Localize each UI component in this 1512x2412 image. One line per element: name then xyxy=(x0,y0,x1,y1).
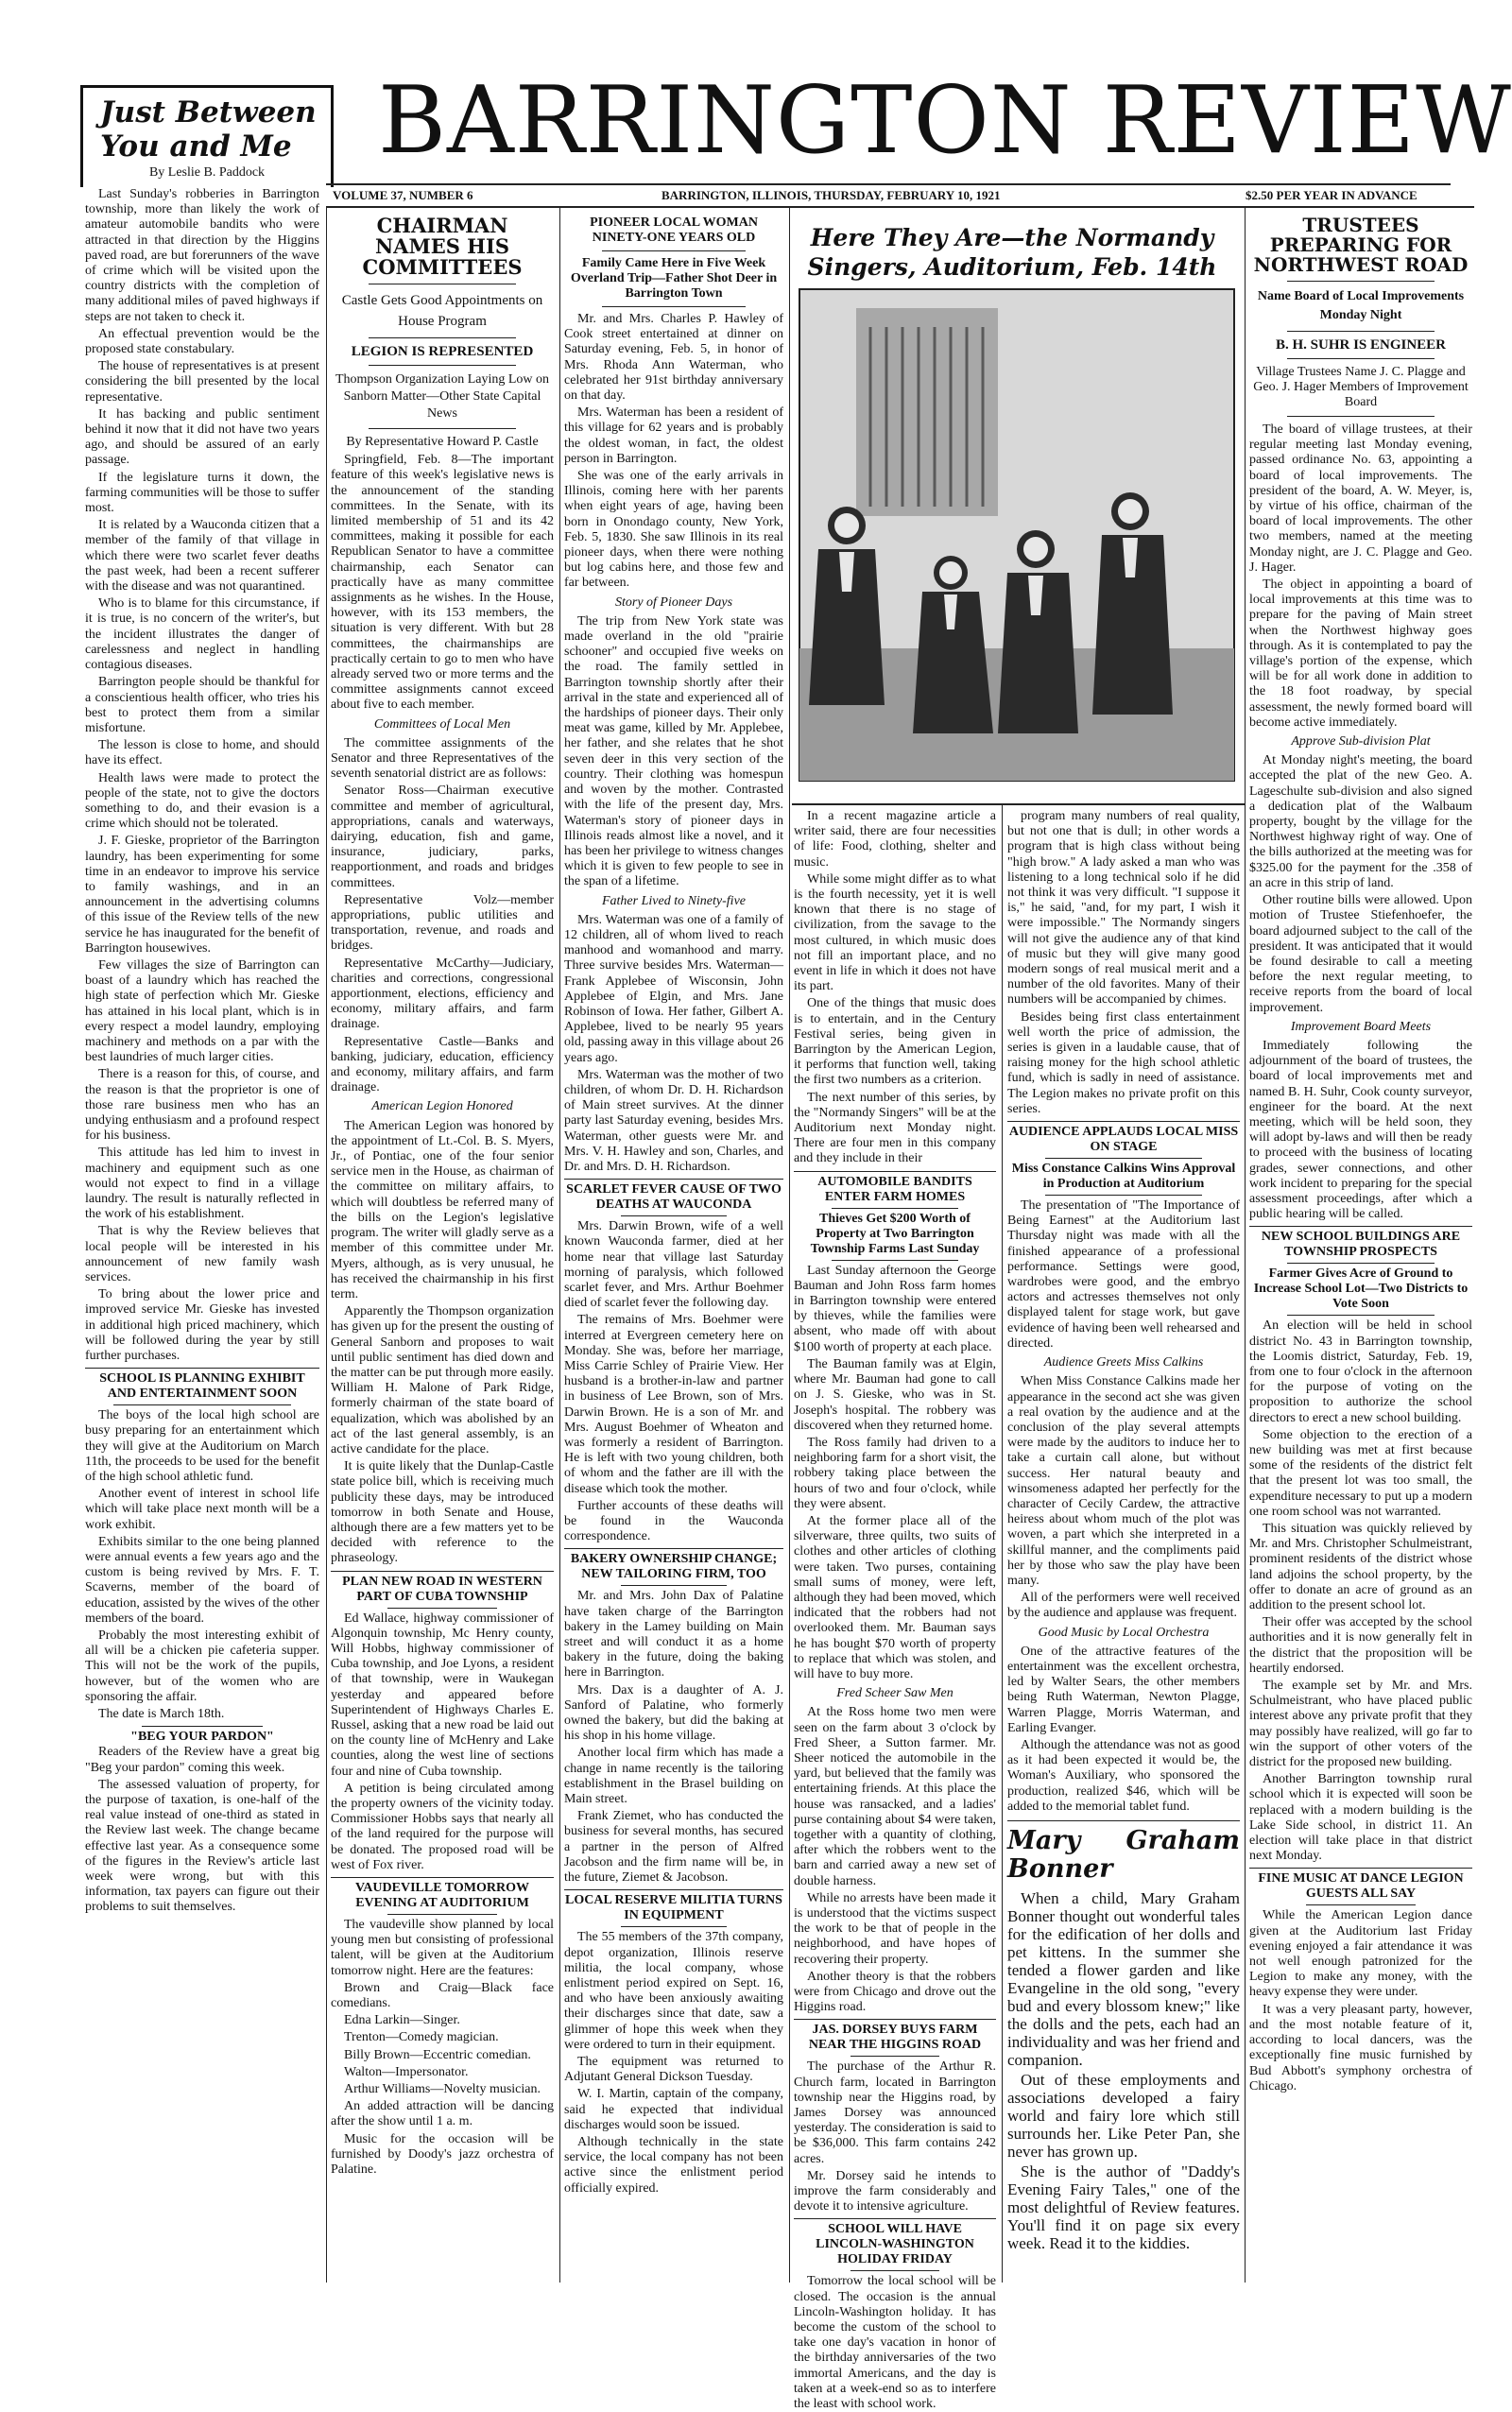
subhead-calkins: Miss Constance Calkins Wins Approval in Production at Auditorium xyxy=(1011,1162,1236,1192)
article-paragraph: Mr. and Mrs. Charles P. Hawley of Cook street entertained at dinner on Saturday evening, Feb. 5, in honor of Mrs. Rhoda Ann Waterman, who celebrated her 91st birthday anniversary on that day. xyxy=(564,312,783,404)
dateline: BARRINGTON, ILLINOIS, THURSDAY, FEBRUARY 10, 1921 xyxy=(662,188,1001,202)
byline-castle: By Representative Howard P. Castle xyxy=(346,435,539,450)
section-subhead: Good Music by Local Orchestra xyxy=(1038,1625,1210,1640)
article-paragraph: The example set by Mr. and Mrs. Schulmeistrant, who have placed public interest above any private profit that they may possibly have realized, will go far to win the support of other voters of the district for the proposed new building. xyxy=(1249,1679,1472,1770)
article-paragraph: If the legislature turns it down, the farming communities will be those to suffer most. xyxy=(85,470,319,516)
article-paragraph: Although the attendance was not as good as it had been expected it would be, the Woman's Auxiliary, who sponsored the production, realized $46, which will be added to the memorial tablet fund. xyxy=(1007,1737,1240,1814)
article-paragraph: It has backing and public sentiment behind it now that it did not have two years ago, and should be assured of an early passage. xyxy=(85,406,319,468)
section-subhead: Approve Sub-division Plat xyxy=(1291,734,1431,749)
article-paragraph: Representative Castle—Banks and banking, judiciary, education, efficiency and economy, military affairs, and farm drainage. xyxy=(331,1034,554,1095)
article-paragraph: She is the author of "Daddy's Evening Fairy Tales," one of the most delightful of Review features. You'll find it on page six every week. Read it to the kiddies. xyxy=(1007,2162,1240,2252)
section-subhead: Committees of Local Men xyxy=(373,716,511,732)
column-title: Just Between You and Me xyxy=(100,95,317,164)
headline-mary-graham-bonner: Mary Graham Bonner xyxy=(1007,1825,1240,1884)
headline-dance: FINE MUSIC AT DANCE LEGION GUESTS ALL SAY xyxy=(1258,1871,1464,1902)
article-paragraph: The boys of the local high school are busy preparing for an entertainment which they will give at the Auditorium on March 11th, the proceeds to be used for the benefit of the high school athletic fund. xyxy=(85,1408,319,1485)
article-paragraph: The vaudeville show planned by local young men but consisting of professional talent, will be given at the Auditorium tomorrow night. Here are the features: xyxy=(331,1918,554,1978)
article-paragraph: At the former place all of the silverware, three quilts, two suits of clothes and other articles of clothing were taken. Two purses, containing small sums of money, were left, although they had been moved, which indicated that the robbers had not overlooked them. Mr. Bauman says he has bought $70 worth of property to replace that which was stolen, and will have to buy more. xyxy=(794,1513,996,1681)
article-paragraph: While some might differ as to what is the fourth necessity, yet it is well known that there is no stage of civilization, from the savage to the most cultured, in which music does not fill an important place, and no event in life in which it does not have its part. xyxy=(794,871,996,994)
article-paragraph: Other routine bills were allowed. Upon motion of Trustee Stiefenhoefer, the board adjourned subject to the call of the president. It was anticipated that it would be found desirable to call a meeting before the next regular meeting, to receive reports from the board of local improvement. xyxy=(1249,893,1472,1015)
column-chairman xyxy=(331,212,554,2282)
column-body xyxy=(85,187,319,1364)
article-paragraph: The house of representatives is at present considering the bill presented by the local representative. xyxy=(85,359,319,405)
article-paragraph: Springfield, Feb. 8—The important feature of this week's legislative news is the announcement of the standing committees. In the Senate, with its limited membership of 51 and its 42 committees, making it possible for each Republican Senator to have a committee chairmanship, each Senator can practically have as many committee assignments as he wishes. In the House, however, with its 153 members, the situation is very different. With but 28 committees, the chairmanships are practically certain to go to men who have already served two or more terms and the committee assignments cannot exceed about five to each member. xyxy=(331,453,554,713)
headline-dorsey: JAS. DORSEY BUYS FARM NEAR THE HIGGINS ROAD xyxy=(808,2023,982,2053)
headline-new-road: PLAN NEW ROAD IN WESTERN PART OF CUBA TOWNSHIP xyxy=(342,1574,542,1604)
masthead-rule-top xyxy=(326,183,1451,185)
article-paragraph: Brown and Craig—Black face comedians. xyxy=(331,1980,554,2011)
article-paragraph: An effectual prevention would be the proposed state constabulary. xyxy=(85,326,319,357)
article-paragraph: Trenton—Comedy magician. xyxy=(344,2030,499,2045)
article-paragraph: One of the things that music does is to entertain, and in the Century Festival series, being given in Barrington by the American Legion, it performs that function well, taking the first two numbers as a criterion. xyxy=(794,996,996,1088)
article-paragraph: When Miss Constance Calkins made her appearance in the second act she was given a real ovation by the audience and at the conclusion of the play several attempts were made by the auditors to induce her to take a curtain call alone, but without success. Her natural beauty and winsomeness adapted her perfectly for the character of Cecily Cardew, the attractive heiress about whom much of the plot was woven, a part which she interpreted in a skillful manner, and the compliments paid her by those who saw the play have been many. xyxy=(1007,1374,1240,1588)
article-paragraph: The Bauman family was at Elgin, where Mr. Bauman had gone to call on J. S. Gieske, who was in St. Joseph's hospital. The robbery was discovered when they returned home. xyxy=(794,1356,996,1433)
article-paragraph: While the American Legion dance given at the Auditorium last Friday evening enjoyed a fair attendance it was not well enough patronized for the Legion to make any money, with the heavy expense they were under. xyxy=(1249,1908,1472,2000)
article-paragraph: Besides being first class entertainment well worth the price of admission, the series is given in a laudable cause, that of raising money for the high school athletic fund, which is sadly in need of assistance. The Legion makes no private profit on this series. xyxy=(1007,1009,1240,1116)
headline-chairman: CHAIRMAN NAMES HIS COMMITTEES xyxy=(362,214,523,280)
article-paragraph: While no arrests have been made it is understood that the victims suspect the work to be that of people in the neighborhood, and have hopes of recovering their property. xyxy=(794,1890,996,1967)
photo-block xyxy=(792,212,1242,802)
article-paragraph: Representative Volz—member appropriations, public utilities and transportation, revenue, and roads and bridges. xyxy=(331,892,554,954)
subhead-castle: Castle Gets Good Appointments on House Program xyxy=(341,293,543,330)
column-byline: By Leslie B. Paddock xyxy=(148,165,266,180)
article-paragraph: The assessed valuation of property, for the purpose of taxation, is one-half of the real value instead of one-third as stated in the Review last week. The change became effective last year. As a consequence some of the figures in the Review's article last week were wrong, but with this information, tax payers can figure out their problems to suit themselves. xyxy=(85,1777,319,1915)
headline-trustees: TRUSTEES PREPARING FOR NORTHWEST ROAD xyxy=(1253,214,1469,276)
article-paragraph: Their offer was accepted by the school authorities and it is now generally felt in the district that the proposition will be heartily endorsed. xyxy=(1249,1615,1472,1676)
article-paragraph: One of the attractive features of the entertainment was the excellent orchestra, led by Walter Sears, the other members being Ruth Waterman, Newton Plagge, Warren Plagge, Morris Waterman, and Earling Evanger. xyxy=(1007,1644,1240,1735)
article-paragraph: Another theory is that the robbers were from Chicago and drove out the Higgins road. xyxy=(794,1969,996,2015)
column-rule xyxy=(1245,208,1246,2283)
article-paragraph: Out of these employments and associations developed a fairy world and fairy lore which still surrounds her. Like Peter Pan, she never has grown up. xyxy=(1007,2070,1240,2161)
bonner-text xyxy=(1007,1889,1240,2252)
article-paragraph: An added attraction will be dancing after the show until 1 a. m. xyxy=(331,2099,554,2129)
article-paragraph: The equipment was returned to Adjutant General Dickson Tuesday. xyxy=(564,2054,783,2085)
column-box xyxy=(80,85,334,187)
article-paragraph: Ed Wallace, highway commissioner of Algonquin township, Mc Henry county, Will Hobbs, highway commissioner of Cuba township, and Joe Lyons, a resident of that township, were in Waukegan yesterday and appeared before Superintendent of Highways Charles E. Russel, asking that a new road be laid out on the county line of McHenry and Lake counties, along the west line of sections four and nine of Cuba township. xyxy=(331,1611,554,1779)
headline-bandits: AUTOMOBILE BANDITS ENTER FARM HOMES xyxy=(817,1174,972,1204)
article-paragraph: It is quite likely that the Dunlap-Castle state police bill, which is receiving much publicity these days, may be introduced tomorrow in both Senate and House, although there are a few matters yet to be decided with reference to the phraseology. xyxy=(331,1459,554,1566)
column-pioneer xyxy=(564,212,783,2282)
headline-beg-pardon: "BEG YOUR PARDON" xyxy=(130,1730,274,1745)
section-subhead: American Legion Honored xyxy=(371,1099,513,1114)
subhead-legion: LEGION IS REPRESENTED xyxy=(351,344,534,360)
article-paragraph: Apparently the Thompson organization has given up for the present the ousting of General Sanborn and proposes to wait until public sentiment has died down and the matter can be put through more easily. William H. Malone of Park Ridge, formerly chairman of the state board of equalization, which was abolished by an act of the last general assembly, is an active candidate for the place. xyxy=(331,1304,554,1456)
article-paragraph: A petition is being circulated among the property owners of the vicinity today. Commissioner Hobbs says that nearly all of the land required for the purpose will be donated. The proposed road will be west of Fox river. xyxy=(331,1781,554,1872)
article-paragraph: The date is March 18th. xyxy=(98,1707,225,1722)
subhead-board: Name Board of Local Improvements Monday Night xyxy=(1257,289,1465,322)
article-paragraph: All of the performers were well received by the audience and applause was frequent. xyxy=(1007,1591,1240,1621)
article-paragraph: Last Sunday afternoon the George Bauman and John Ross farm homes in Barrington township were entered by thieves, while the families were absent, who made off with about $100 worth of property at each place. xyxy=(794,1263,996,1354)
subhead-village-trustees: Village Trustees Name J. C. Plagge and Geo. J. Hager Members of Improvement Board xyxy=(1253,365,1469,409)
article-paragraph: Some objection to the erection of a new building was met at first because some of the residents of the district felt that the present lot was too small, the expenditure necessary to put up a modern one room school was not warranted. xyxy=(1249,1427,1472,1519)
article-paragraph: W. I. Martin, captain of the company, said he expected that individual discharges would soon be issued. xyxy=(564,2087,783,2132)
section-subhead: Story of Pioneer Days xyxy=(614,594,733,610)
article-paragraph: The next number of this series, by the "Normandy Singers" will be at the Auditorium next Monday night. There are four men in this company and they include in their xyxy=(794,1090,996,1166)
subscription-price: $2.50 PER YEAR IN ADVANCE xyxy=(1246,188,1418,202)
article-paragraph: There is a reason for this, of course, and the reason is that the proprietor is one of those rare business men who has an undying enthusiasm and a profound respect for his business. xyxy=(85,1067,319,1144)
article-paragraph: Mr. Dorsey said he intends to improve the farm considerably and devote it to intensive agriculture. xyxy=(794,2168,996,2214)
article-paragraph: To bring about the lower price and improved service Mr. Gieske has invested in additional high priced machinery, which will be followed during the year by still further purchases. xyxy=(85,1287,319,1364)
article-paragraph: It is related by a Wauconda citizen that a member of the family of that village in which there were two scarlet fever deaths the past week, had been a recent sufferer with the disease and was not quarantined. xyxy=(85,518,319,594)
article-paragraph: Billy Brown—Eccentric comedian. xyxy=(344,2047,531,2062)
column-rule xyxy=(1002,803,1003,2283)
article-paragraph: Another Barrington township rural school which it is expected will soon be replaced with a modern building is the Lake Side school, in district 11. An election will take place in that district next Monday. xyxy=(1249,1772,1472,1864)
headline-scarlet-fever: SCARLET FEVER CAUSE OF TWO DEATHS AT WAUCONDA xyxy=(566,1182,782,1213)
article-paragraph: Mrs. Waterman was the mother of two children, of whom Dr. D. H. Richardson of Main street survives. At the dinner party last Saturday evening, besides Mrs. Waterman, other guests were Mr. and Mrs. V. H. Hawley and son, Charles, and Dr. and Mrs. D. H. Richardson. xyxy=(564,1067,783,1174)
article-paragraph: Probably the most interesting exhibit of all will be a chicken pie cafeteria supper. This will not be the work of the pupils, however, but of the women who are sponsoring the affair. xyxy=(85,1628,319,1704)
article-paragraph: When a child, Mary Graham Bonner thought out wonderful tales for the edification of her dolls and pet kittens. In the summer she tended a flower garden and like Evangeline in the old song, "every bud and every blossom knew;" like the dolls and the pets, each had an individuality and was her friend and companion. xyxy=(1007,1888,1240,2069)
article-paragraph: Further accounts of these deaths will be found in the Wauconda correspondence. xyxy=(564,1498,783,1544)
headline-school-buildings: NEW SCHOOL BUILDINGS ARE TOWNSHIP PROSPECTS xyxy=(1261,1230,1461,1260)
section-subhead: Fred Scheer Saw Men xyxy=(836,1686,954,1701)
normandy-singers-photo xyxy=(799,289,1234,781)
article-paragraph: Readers of the Review have a great big "Beg your pardon" coming this week. xyxy=(85,1745,319,1775)
article-paragraph: The Ross family had driven to a neighboring farm for a short visit, the robbery taking place between the hours of two and four o'clock, while they were absent. xyxy=(794,1435,996,1511)
headline-vaudeville: VAUDEVILLE TOMORROW EVENING AT AUDITORIUM xyxy=(355,1881,529,1911)
masthead-rule-bottom xyxy=(326,206,1474,208)
article-paragraph: Mrs. Waterman was one of a family of 12 children, all of whom lived to reach manhood and womanhood and marry. Three survive besides Mrs. Waterman—Frank Applebee of Wisconsin, John Applebee of Elgin, and Mrs. Jane Robinson of Iowa. Her father, Gilbert A. Applebee, lived to be nearly 95 years old, passing away in this village about 26 years ago. xyxy=(564,912,783,1065)
section-subhead: Improvement Board Meets xyxy=(1290,1019,1432,1034)
article-paragraph: In a recent magazine article a writer said, there are four necessities of life: Food, clothing, shelter and music. xyxy=(794,809,996,870)
article-paragraph: An election will be held in school district No. 43 in Barrington township, the Loomis district, Saturday, Feb. 19, from one to four o'clock in the afternoon for the purpose of voting on the proposition to authorize the school directors to erect a new school building. xyxy=(1249,1318,1472,1425)
article-paragraph: Barrington people should be thankful for a conscientious health officer, who tries his best to protect them from a similar misfortune. xyxy=(85,675,319,735)
article-paragraph: The trip from New York state was made overland in the old "prairie schooner" and occupied five weeks on the road. The family settled in Barrington township shortly after their arrival in the state and experienced all of the hardships of pioneer days. Their only meat was game, killed by Mr. Applebee, her father, and she relates that he shot seven deer in this very section of the country. Their clothing was homespun and woven by the mother. Contrasted with the life of the present day, Mrs. Waterman's story of pioneer days in Illinois reads almost like a novel, and it has been her privilege to witness changes which it is given to few people to see in the span of a lifetime. xyxy=(564,613,783,889)
article-paragraph: Music for the occasion will be furnished by Doody's jazz orchestra of Palatine. xyxy=(331,2131,554,2178)
article-paragraph: Another local firm which has made a change in name recently is the tailoring establishment in the Brasel building on Main street. xyxy=(564,1746,783,1807)
article-paragraph: The 55 members of the 37th company, depot organization, Illinois reserve militia, the local company, whose enlistment period expired on Sept. 16, and who have been anxiously awaiting their discharges since that date, saw a glimmer of hope this week when they were ordered to turn in their equipment. xyxy=(564,1930,783,2052)
section-subhead: Father Lived to Ninety-five xyxy=(601,893,746,908)
article-paragraph: Tomorrow the local school will be closed. The occasion is the annual Lincoln-Washington holiday. It has become the custom of the school to take one day's vacation in honor of the birthday anniversaries of the two immortal Americans, and the day is taken at a week-end so as to interfere the least with school work. xyxy=(794,2274,996,2412)
photo-rule-bottom xyxy=(792,803,1245,805)
headline-bakery: BAKERY OWNERSHIP CHANGE; NEW TAILORING FIRM, TOO xyxy=(570,1552,778,1582)
subhead-thompson: Thompson Organization Laying Low on Sanborn Matter—Other State Capital News xyxy=(335,372,550,422)
article-paragraph: The remains of Mrs. Boehmer were interred at Evergreen cemetery here on Monday. She was, before her marriage, Miss Carrie Schley of Prairie View. Her husband is a brother-in-law and partner in business of Lee Brown, son of Mrs. Darwin Brown. He is a son of Mr. and Mrs. August Boehmer of Wheaton and was formerly a resident of Barrington. He is left with two young children, both of whom and the father are ill with the disease which took the mother. xyxy=(564,1313,783,1496)
headline-audience: AUDIENCE APPLAUDS LOCAL MISS ON STAGE xyxy=(1008,1125,1239,1155)
article-paragraph: Edna Larkin—Singer. xyxy=(344,2013,460,2028)
article-paragraph: Senator Ross—Chairman executive committee and member of agricultural, appropriations, canals and waterways, dairying, education, fish and game, insurance, judiciary, parks, reapportionment, and roads and bridges committees. xyxy=(331,784,554,890)
article-paragraph: Walton—Impersonator. xyxy=(344,2064,469,2079)
article-paragraph: Mr. and Mrs. John Dax of Palatine have taken charge of the Barrington bakery in the Lamey building on Main street and will conduct it as a home bakery in the future, doing the baking here in Barrington. xyxy=(564,1589,783,1680)
article-paragraph: Although technically in the state service, the local company has not been active since the enlistment period officially expired. xyxy=(564,2134,783,2196)
column-audience xyxy=(1007,809,1240,2282)
masthead xyxy=(0,0,1512,213)
article-paragraph: That is why the Review believes that local people will be interested in his announcement of new family wash services. xyxy=(85,1224,319,1285)
article-paragraph: Mrs. Darwin Brown, wife of a well known Wauconda farmer, died at her home near that village last Saturday morning of paralysis, which followed scarlet fever, and Mrs. Arthur Boehmer died of scarlet fever the following day. xyxy=(564,1219,783,1311)
article-paragraph: The American Legion was honored by the appointment of Lt.-Col. B. S. Myers, Jr., of Pontiac, one of the four senior service men in the House, as chairman of the committee on military affairs, to which will doubtless be referred many of the bills on the Legion's legislative program. The writer will gladly serve as a member of this committee under Mr. Myers, although, as is very unusual, he has received the chairmanship in his first term. xyxy=(331,1118,554,1301)
article-paragraph: At the Ross home two men were seen on the farm about 3 o'clock by Fred Sheer, a Sutton farmer. Mr. Sheer noticed the automobile in the yard, but believed that the family was entertaining friends. At this place the house was ransacked, and a ladies' purse containing about $4 were taken, together with a quantity of clothing, after which the robbers went to the barn and carried away a new set of double harness. xyxy=(794,1705,996,1888)
article-paragraph: The object in appointing a board of local improvements at this time was to prepare for the paving of Main street when the Northwest highway goes through. As it is contemplated to pay the village's portion of the expense, which will be for all work done in addition to the 18 foot roadway, by special assessment, the newly formed board will become active immediately. xyxy=(1249,577,1472,730)
article-paragraph: She was one of the early arrivals in Illinois, coming here with her parents when eight years of age, having been born in Onondago county, New York, Feb. 5, 1830. She saw Illinois in its real pioneer days, when there were nothing but log cabins here, and those few and far between. xyxy=(564,469,783,591)
photo-caption: Here They Are—the Normandy Singers, Auditorium, Feb. 14th xyxy=(807,224,1217,281)
article-paragraph: The board of village trustees, at their regular meeting last Monday evening, passed ordinance No. 63, appointing a board of local improvements. The president of the board, A. W. Meyer, is, by virtue of his office, chairman of the board of local improvements. The other two members, named at the meeting Monday night, are J. C. Plagge and Geo. J. Hager. xyxy=(1249,422,1472,575)
article-paragraph: Who is to blame for this circumstance, if it is true, is no concern of the writer's, but the incident illustrates the danger of carelessness and neglect in handling contagious diseases. xyxy=(85,596,319,673)
article-paragraph: The presentation of "The Importance of Being Earnest" at the Auditorium last Thursday night was made with all the finished appearance of a professional performance. Settings were good, wardrobes were good, and the embryo actors and actresses themselves not only displayed talent for stage work, but gave evidence of having been well rehearsed and directed. xyxy=(1007,1198,1240,1351)
article-paragraph: Few villages the size of Barrington can boast of a laundry which has reached the high state of perfection which Mr. Gieske has attained in his local plant, which is in every respect a model laundry, employing machinery and methods on a par with the best laundries of much larger cities. xyxy=(85,957,319,1065)
column-rule xyxy=(789,208,790,2283)
article-paragraph: Another event of interest in school life which will take place next month will be a work exhibit. xyxy=(85,1487,319,1532)
article-paragraph: program many numbers of real quality, but not one that is dull; in other words a program that is high class without being "high brow." A lady asked a man who was listening to a long technical solo if he did not think it was very difficult. "I suppose it is," he said, "and, for my part, I wish it were impossible." The Normandy singers will not give the audience any of that kind of music but they will give many good modern songs of real musical merit and a number of the old favorites. Many of their numbers will be accompanied by chimes. xyxy=(1007,809,1240,1008)
column-trustees xyxy=(1249,212,1472,2282)
article-paragraph: Last Sunday's robberies in Barrington township, more than likely the work of amateur automobile bandits who were attracted in that direction by the Higgins paved road, are but forerunners of the wave of crime which will be visited upon the country districts with the completion of many additional miles of paved highways if steps are not taken to check it. xyxy=(85,187,319,324)
article-paragraph: Exhibits similar to the one being planned were annual events a few years ago and the custom is being revived by Mrs. F. T. Scaverns, member of the board of education, assisted by the wives of the other members of the board. xyxy=(85,1534,319,1626)
headline-militia: LOCAL RESERVE MILITIA TURNS IN EQUIPMENT xyxy=(565,1893,782,1923)
headline-school-exhibit: SCHOOL IS PLANNING EXHIBIT AND ENTERTAINMENT SOON xyxy=(99,1371,305,1402)
headline-holiday: SCHOOL WILL HAVE LINCOLN-WASHINGTON HOLIDAY FRIDAY xyxy=(816,2222,974,2267)
article-paragraph: The purchase of the Arthur R. Church farm, located in Barrington township near the Higgins road, by James Dorsey was announced yesterday. The consideration is said to be $36,000. This farm contains 242 acres. xyxy=(794,2059,996,2166)
article-paragraph: This attitude has led him to invest in machinery and equipment such as one would not expect to find in a village laundry. The result is naturally reflected in the work of his establishment. xyxy=(85,1146,319,1222)
article-paragraph: Arthur Williams—Novelty musician. xyxy=(344,2082,541,2097)
subhead-thieves: Thieves Get $200 Worth of Property at Two Barrington Township Farms Last Sunday xyxy=(810,1211,980,1256)
article-paragraph: Mrs. Dax is a daughter of A. J. Sanford of Palatine, who formerly owned the bakery, but did the baking at his shop in his home village. xyxy=(564,1682,783,1744)
newspaper-title: BARRINGTON REVIEW xyxy=(378,67,1512,175)
subhead-farmer-gives: Farmer Gives Acre of Ground to Increase School Lot—Two Districts to Vote Soon xyxy=(1253,1266,1469,1312)
column-rule xyxy=(326,208,327,2283)
article-paragraph: Representative McCarthy—Judiciary, charities and corrections, congressional apportionment, elections, efficiency and economy, military affairs, and farm drainage. xyxy=(331,956,554,1032)
headline-pioneer: PIONEER LOCAL WOMAN NINETY-ONE YEARS OLD xyxy=(590,215,758,245)
column-just-between xyxy=(85,187,319,2281)
column-rule xyxy=(559,208,560,2283)
article-paragraph: At Monday night's meeting, the board accepted the plat of the new Geo. A. Lageschulte sub-division and also signed a dedication plat of the Walbaum property, bought by the village for the Northwest highway right of way. One of the bills authorized at the meeting was for $325.00 for the payment for the .358 of an acre in this strip of land. xyxy=(1249,753,1472,890)
article-paragraph: The lesson is close to home, and should have its effect. xyxy=(85,738,319,768)
article-paragraph: This situation was quickly relieved by Mr. and Mrs. Christopher Schulmeistrant, prominent residents of the district whose land adjoins the school property, by the offer to donate an acre of ground as an addition to the present school lot. xyxy=(1249,1522,1472,1613)
article-paragraph: J. F. Gieske, proprietor of the Barrington laundry, has been experimenting for some time in an endeavor to improve his service to family washings, and in an announcement in the advertising columns of this issue of the Review tells of the new service he has inaugurated for the benefit of Barrington housewives. xyxy=(85,834,319,956)
article-paragraph: Mrs. Waterman has been a resident of this village for 62 years and is probably the oldest woman, in fact, the oldest person in Barrington. xyxy=(564,405,783,466)
article-paragraph: Frank Ziemet, who has conducted the business for several months, has secured a partner in the person of Alfred Jacobson and the firm name will be, in the future, Ziemet & Jacobson. xyxy=(564,1809,783,1886)
column-music xyxy=(794,809,996,2412)
article-paragraph: The committee assignments of the Senator and three Representatives of the seventh senatorial district are as follows: xyxy=(331,735,554,782)
subhead-family: Family Came Here in Five Week Overland Trip—Father Shot Deer in Barrington Town xyxy=(570,256,778,301)
section-subhead: Audience Greets Miss Calkins xyxy=(1043,1355,1204,1370)
article-paragraph: Health laws were made to protect the people of the state, not to give the doctors something to do, and their evasion is a crime which should not be tolerated. xyxy=(85,770,319,832)
volume-number: VOLUME 37, NUMBER 6 xyxy=(333,188,473,202)
article-paragraph: Immediately following the adjournment of the board of trustees, the board of local improvements met and named B. H. Suhr, Cook county surveyor, engineer for the board. At the next meeting, which will be held soon, they will adopt by-laws and will then be ready to proceed with the business of locating grades, sewer connections, and other work incident to preparing for the special assessment proceedings, after which a public hearing will be called. xyxy=(1249,1038,1472,1222)
subhead-suhr: B. H. SUHR IS ENGINEER xyxy=(1275,337,1447,353)
article-paragraph: It was a very pleasant party, however, and the most notable feature of it, according to local dancers, was the exceptionally fine music furnished by Bud Abbott's symphony orchestra of Chicago. xyxy=(1249,2002,1472,2093)
